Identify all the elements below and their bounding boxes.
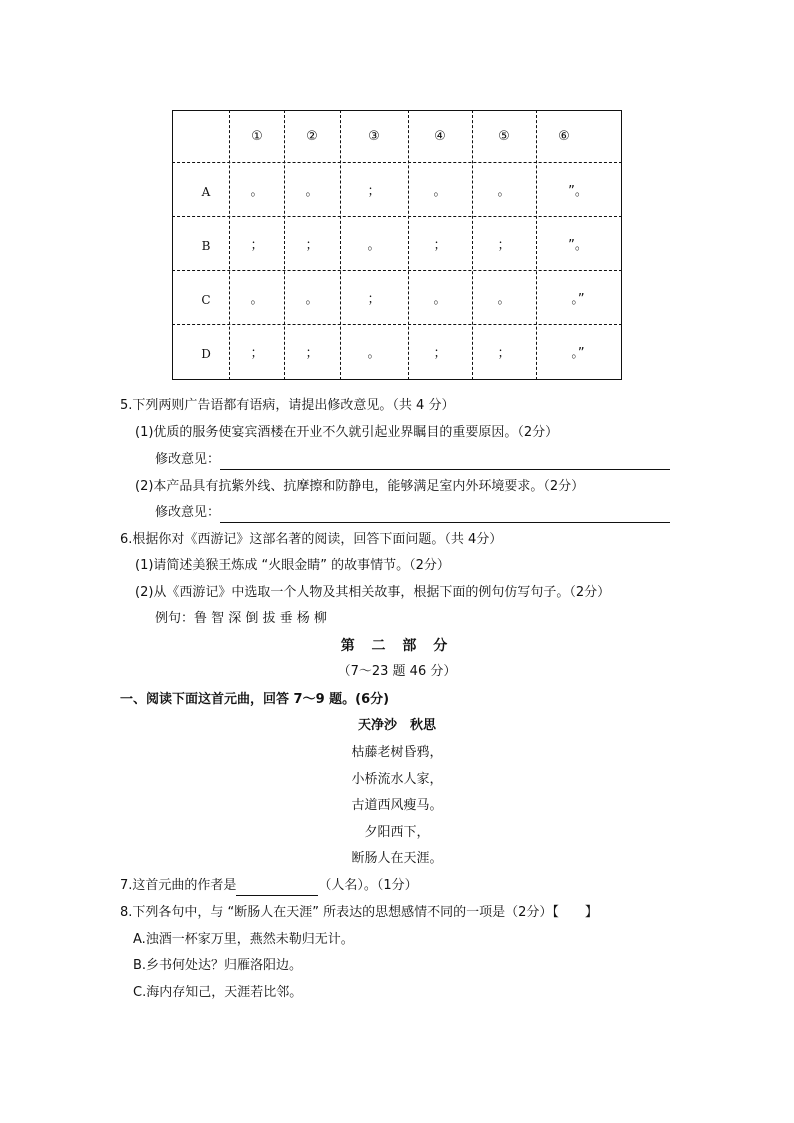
question-5-answer-row-2	[155, 503, 670, 523]
poem-title: 天净沙 秋思	[357, 718, 436, 733]
question-5-item-2: (2)本产品具有抗紫外线、抗摩擦和防静电，能够满足室内外环境要求。（2分）	[135, 479, 585, 494]
part-2-subheading: （7～23 题 46 分）	[337, 664, 457, 679]
question-8-option-a: A.浊酒一杯家万里，燕然未勒归无计。	[133, 932, 354, 947]
question-6-title: 6.根据你对《西游记》这部名著的阅读，回答下面问题。（共 4分）	[120, 532, 503, 547]
table-cell: ”。	[568, 238, 588, 253]
table-header-cell: ⑤	[498, 129, 510, 144]
table-header-cell: ④	[434, 129, 446, 144]
table-cell: 。	[433, 184, 447, 199]
section-1-title: 一、阅读下面这首元曲，回答 7～9 题。(6分)	[120, 692, 390, 707]
poem-line: 古道西风瘦马。	[351, 798, 443, 813]
table-cell: ；	[433, 238, 447, 253]
question-8-option-b: B.乡书何处达？归雁洛阳边。	[133, 958, 303, 973]
question-7-prompt: 7.这首元曲的作者是	[120, 878, 237, 893]
table-header-cell: ①	[251, 129, 263, 144]
table-header-cell: ③	[368, 129, 380, 144]
table-cell: 。	[497, 292, 511, 307]
table-divider	[172, 270, 622, 271]
table-cell: ；	[305, 346, 319, 361]
question-5-answer-row-1	[155, 450, 670, 470]
poem-line: 小桥流水人家，	[351, 772, 443, 787]
table-cell: 。	[367, 238, 381, 253]
question-5-title: 5.下列两则广告语都有语病，请提出修改意见。（共 4 分）	[120, 398, 455, 413]
poem-line: 枯藤老树昏鸦，	[351, 745, 443, 760]
table-header-cell: ②	[306, 129, 318, 144]
table-cell: 。”	[571, 346, 585, 361]
table-row-label: B	[201, 239, 211, 253]
table-cell: 。	[367, 346, 381, 361]
answer-label: 修改意见：	[155, 452, 221, 467]
table-divider	[172, 216, 622, 217]
poem-line: 断肠人在天涯。	[351, 851, 443, 866]
table-cell: ；	[250, 346, 264, 361]
punctuation-table	[172, 110, 622, 382]
table-cell: ；	[433, 346, 447, 361]
table-row-label: D	[201, 347, 211, 361]
table-cell: 。	[497, 184, 511, 199]
table-row-label: C	[201, 293, 211, 307]
part-2-heading: 第 二 部 分	[340, 638, 454, 654]
table-cell: ；	[367, 292, 381, 307]
table-header-cell: ⑥	[558, 129, 570, 144]
table-cell: ；	[497, 238, 511, 253]
table-cell: 。	[250, 292, 264, 307]
table-cell: ；	[250, 238, 264, 253]
table-cell: ；	[305, 238, 319, 253]
table-cell: 。	[433, 292, 447, 307]
answer-blank[interactable]	[220, 455, 670, 470]
question-5-item-1: (1)优质的服务使宴宾酒楼在开业不久就引起业界瞩目的重要原因。（2分）	[135, 425, 559, 440]
poem-line: 夕阳西下，	[364, 825, 430, 840]
table-row-label: A	[201, 185, 211, 199]
question-6-item-1: (1)请简述美猴王炼成 “火眼金睛” 的故事情节。（2分）	[135, 558, 450, 573]
answer-blank[interactable]	[220, 508, 670, 523]
answer-label: 修改意见：	[155, 505, 221, 520]
author-answer-blank[interactable]	[236, 881, 318, 896]
question-6-example: 例句：鲁 智 深 倒 拔 垂 杨 柳	[155, 611, 327, 626]
question-8-option-c: C.海内存知己，天涯若比邻。	[133, 985, 303, 1000]
table-cell: 。”	[571, 292, 585, 307]
question-7-suffix: （人名）。（1分）	[318, 878, 418, 893]
table-cell: ”。	[568, 184, 588, 199]
table-cell: ；	[497, 346, 511, 361]
table-cell: ；	[367, 184, 381, 199]
table-cell: 。	[305, 184, 319, 199]
table-cell: 。	[250, 184, 264, 199]
table-divider	[172, 324, 622, 325]
question-6-item-2: (2)从《西游记》中选取一个人物及其相关故事，根据下面的例句仿写句子。（2分）	[135, 585, 611, 600]
question-8-title: 8.下列各句中，与 “断肠人在天涯” 所表达的思想感情不同的一项是（2分）【 】	[120, 905, 598, 920]
table-divider	[172, 162, 622, 163]
table-cell: 。	[305, 292, 319, 307]
question-7	[120, 876, 418, 896]
